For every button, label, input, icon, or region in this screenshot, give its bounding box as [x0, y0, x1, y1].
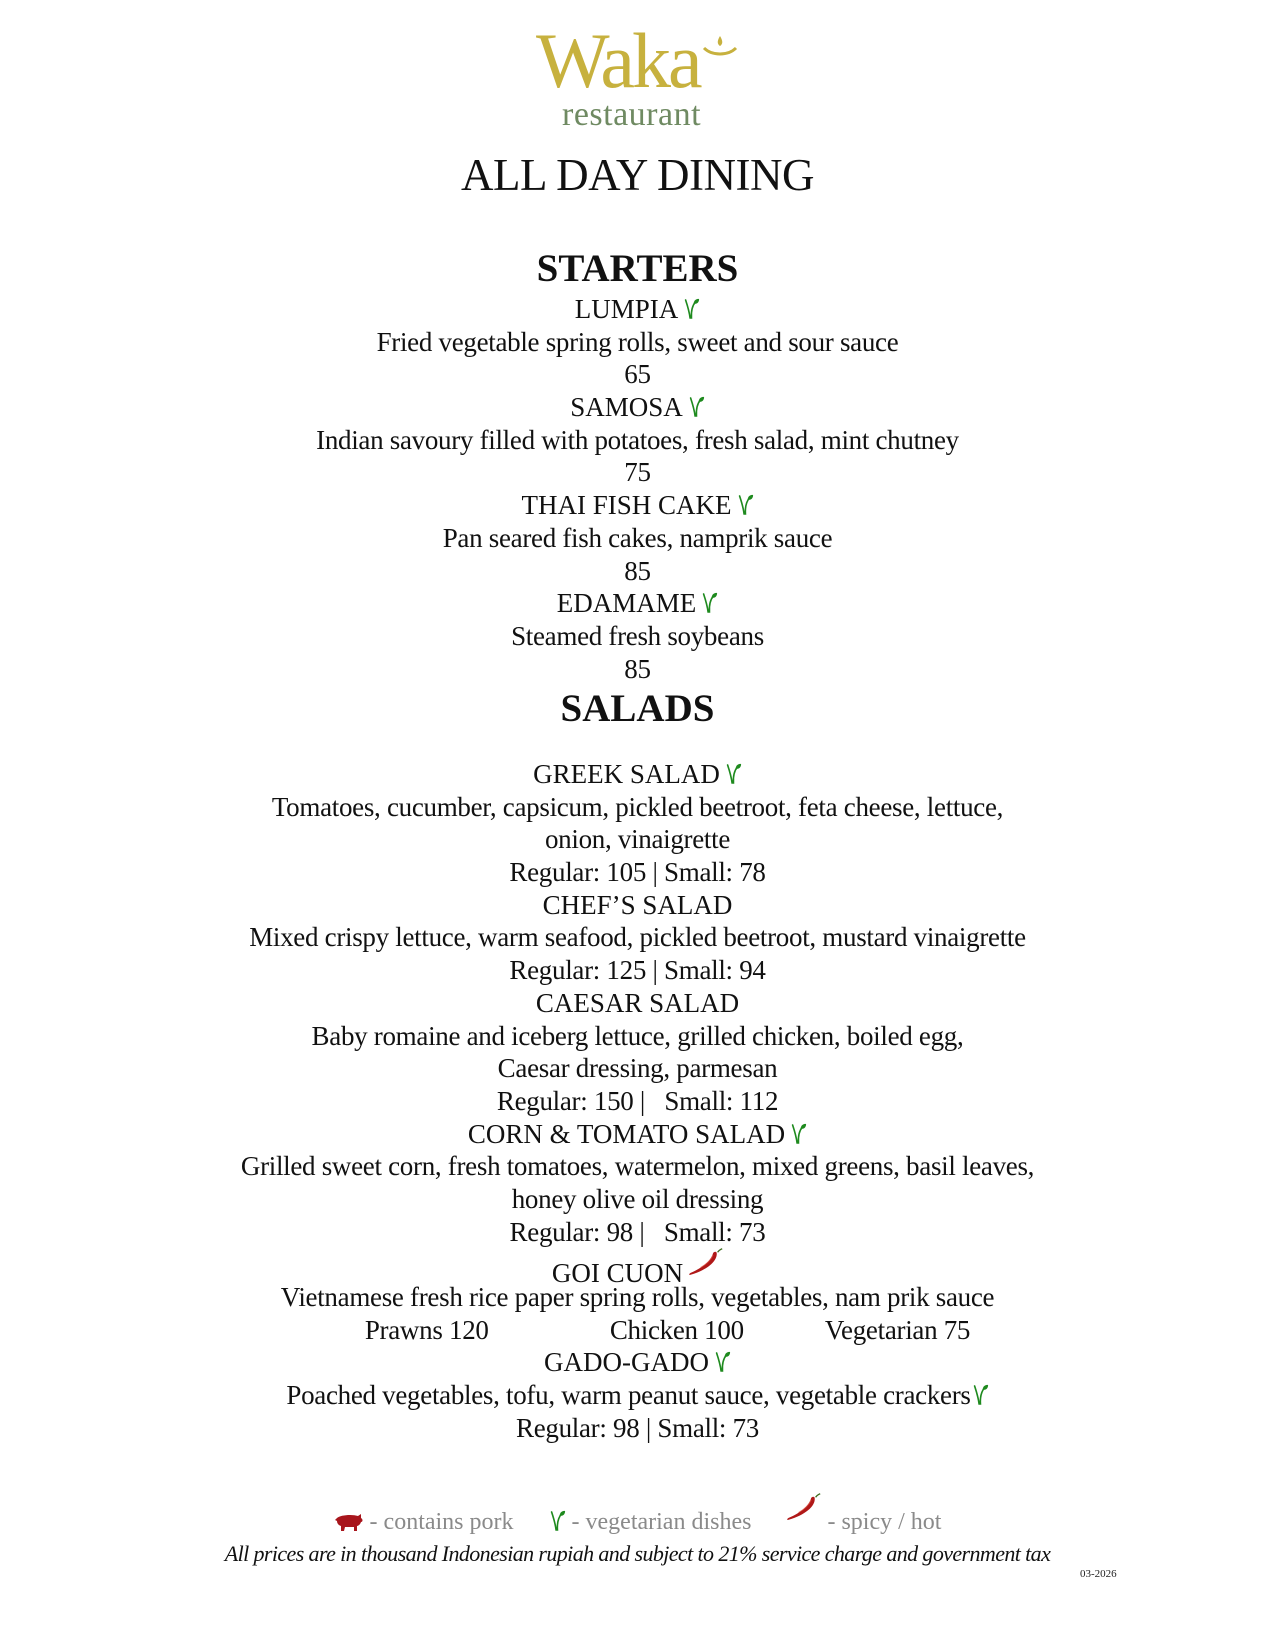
pig-icon — [334, 1512, 364, 1532]
variant-price: Vegetarian 75 — [824, 1314, 971, 1345]
item-name: EDAMAME — [556, 588, 697, 619]
item-price: 75 — [624, 457, 651, 488]
menu-item — [0, 987, 1275, 1118]
vegetarian-leaf-icon — [687, 396, 705, 418]
salads-list — [0, 758, 1275, 1444]
waka-logo — [530, 17, 760, 138]
item-price: Regular: 98 | Small: 73 — [509, 1216, 766, 1247]
item-variants — [0, 1314, 1275, 1347]
menu-item — [0, 1248, 1275, 1346]
vegetarian-leaf-icon — [736, 494, 754, 516]
logo-crest-icon — [702, 34, 738, 66]
icon-legend — [0, 1493, 1275, 1537]
menu-item — [0, 587, 1275, 685]
vegetarian-leaf-icon — [700, 592, 718, 614]
menu-item — [0, 1346, 1275, 1444]
legend-label: - contains pork — [369, 1509, 514, 1535]
legend-label: - spicy / hot — [827, 1509, 942, 1535]
vegetarian-leaf-icon — [682, 298, 700, 320]
item-description: Grilled sweet corn, fresh tomatoes, watermelon, mixed greens, basil leaves, — [240, 1151, 1035, 1182]
menu-item — [0, 1118, 1275, 1249]
logo-wordmark: Waka — [536, 17, 700, 104]
item-price: Regular: 125 | Small: 94 — [509, 955, 766, 986]
item-name: SAMOSA — [570, 392, 683, 423]
variant-price: Chicken 100 — [609, 1314, 744, 1345]
item-price: 65 — [624, 359, 651, 390]
item-description: Steamed fresh soybeans — [511, 620, 764, 651]
legend-item-pork — [334, 1507, 514, 1537]
item-description: Caesar dressing, parmesan — [497, 1053, 778, 1084]
vegetarian-leaf-icon — [724, 763, 742, 785]
menu-item — [0, 889, 1275, 987]
item-name: CORN & TOMATO SALAD — [467, 1118, 786, 1149]
variant-price: Prawns 120 — [364, 1314, 489, 1345]
item-description: Vietnamese fresh rice paper spring rolls, vegetables, nam prik sauce — [280, 1282, 995, 1312]
item-price: 85 — [624, 653, 651, 684]
item-name: CHEF’S SALAD — [542, 889, 733, 920]
item-description: Indian savoury filled with potatoes, fresh salad, mint chutney — [316, 424, 959, 455]
item-description: Tomatoes, cucumber, capsicum, pickled beetroot, feta cheese, lettuce, — [271, 791, 1004, 822]
menu-item — [0, 391, 1275, 489]
legend-item-vegetarian — [548, 1507, 752, 1537]
item-description: onion, vinaigrette — [544, 824, 731, 855]
page-title: ALL DAY DINING — [461, 150, 814, 200]
item-description: Pan seared fish cakes, namprik sauce — [442, 522, 833, 553]
item-price: Regular: 150 | Small: 112 — [496, 1085, 779, 1116]
item-price: Regular: 98 | Small: 73 — [516, 1412, 759, 1443]
item-description: Poached vegetables, tofu, warm peanut sauce, vegetable crackers — [286, 1380, 971, 1411]
item-description: Mixed crispy lettuce, warm seafood, pickled beetroot, mustard vinaigrette — [249, 922, 1026, 953]
item-price: 85 — [624, 555, 651, 586]
menu-item — [0, 293, 1275, 391]
menu-item — [0, 758, 1275, 889]
logo-subtitle: restaurant — [562, 96, 702, 133]
legend-label: - vegetarian dishes — [571, 1509, 752, 1535]
item-name: CAESAR SALAD — [535, 987, 740, 1018]
item-description: Fried vegetable spring rolls, sweet and sour sauce — [376, 326, 899, 357]
item-name: LUMPIA — [574, 294, 679, 324]
item-name: GREEK SALAD — [533, 759, 720, 789]
item-description: Baby romaine and iceberg lettuce, grilled chicken, boiled egg, — [311, 1020, 964, 1051]
vegetarian-leaf-icon — [971, 1384, 989, 1406]
section-title-starters: STARTERS — [536, 247, 739, 290]
chili-pepper-icon — [785, 1493, 821, 1523]
price-note: All prices are in thousand Indonesian rupiah and subject to 21% service charge and government tax — [224, 1541, 1051, 1566]
chili-pepper-icon — [687, 1248, 723, 1278]
item-price: Regular: 105 | Small: 78 — [509, 857, 766, 888]
menu-date: 03-2026 — [1080, 1568, 1117, 1580]
vegetarian-leaf-icon — [713, 1351, 731, 1373]
item-name: GADO-GADO — [544, 1347, 709, 1378]
vegetarian-leaf-icon — [789, 1123, 807, 1145]
item-name: GOI CUON — [551, 1258, 684, 1289]
starters-list — [0, 293, 1275, 685]
menu-item — [0, 489, 1275, 587]
item-description: honey olive oil dressing — [511, 1183, 764, 1214]
vegetarian-leaf-icon — [548, 1510, 566, 1532]
item-name: THAI FISH CAKE — [521, 490, 732, 521]
section-title-salads: SALADS — [560, 687, 715, 730]
legend-item-spicy — [785, 1493, 941, 1537]
